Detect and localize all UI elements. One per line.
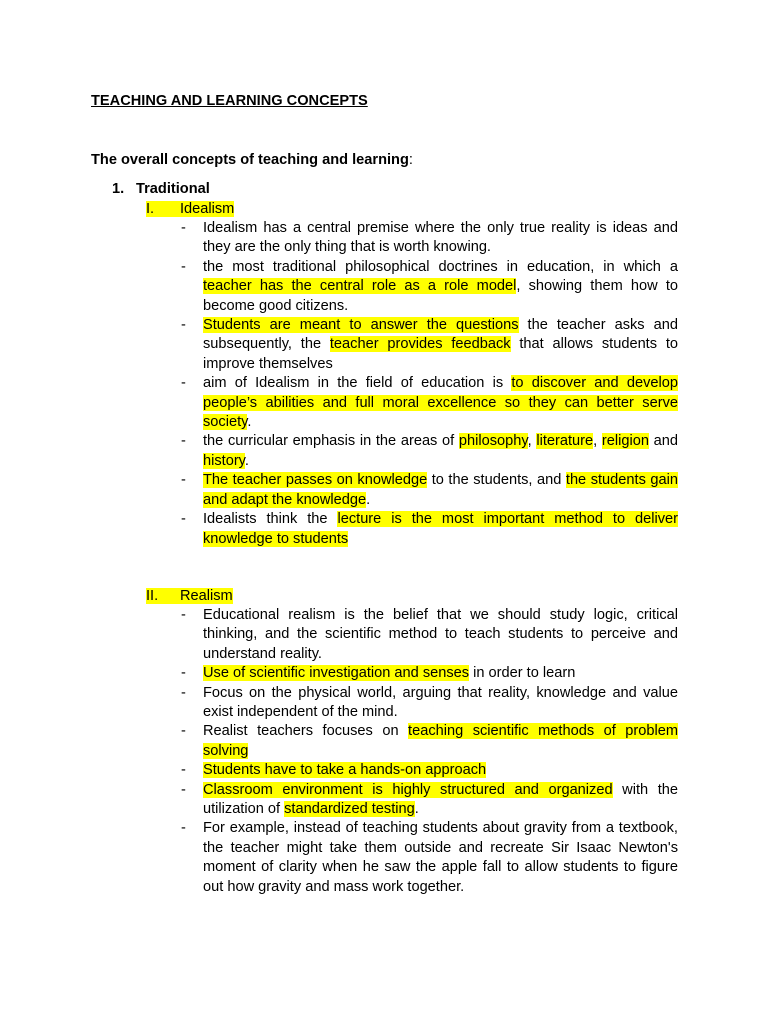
- text-run: the curricular emphasis in the areas of: [203, 433, 459, 450]
- list-item: [181, 219, 678, 258]
- text-run: Educational realism is the belief that we should study logic, critical thinking, and the scientific method to teach students to perceive and understand reality.: [203, 607, 678, 662]
- intro-colon: :: [408, 152, 413, 168]
- text-run: with the utilization of: [203, 781, 678, 818]
- text-run: Idealism has a central premise where the only true reality is ideas and they are the only thing that is worth knowing.: [203, 220, 678, 256]
- list-item: [181, 316, 678, 374]
- list-item: [181, 374, 678, 432]
- text-run: .: [366, 491, 371, 508]
- text-run: ,: [593, 433, 602, 450]
- highlighted-text: to discover and develop people’s abilities and full moral excellence so they can better serve society: [203, 375, 678, 431]
- highlighted-text: teaching scientific methods of problem solving: [203, 723, 678, 759]
- list-item: [181, 510, 678, 549]
- highlighted-text: Students are meant to answer the questions: [203, 317, 519, 334]
- bullet-dash: -: [181, 472, 186, 489]
- list-item: [181, 258, 678, 316]
- text-run: .: [247, 414, 252, 431]
- list-item: [181, 606, 678, 664]
- bullet-dash: -: [181, 820, 186, 837]
- bullet-dash: -: [181, 684, 186, 701]
- bullet-dash: -: [181, 375, 186, 392]
- list-item: [181, 471, 678, 510]
- bullet-dash: -: [181, 762, 186, 779]
- text-run: in order to learn: [469, 665, 576, 682]
- subsection-numeral: I.: [146, 201, 155, 217]
- text-run: .: [414, 801, 419, 818]
- subsection-numeral: II.: [146, 588, 159, 604]
- highlighted-text: the students gain and adapt the knowledge: [203, 472, 678, 508]
- bullet-text: [203, 781, 678, 820]
- bullet-text: [203, 432, 678, 471]
- bullet-dash: -: [181, 317, 186, 334]
- bullet-dash: -: [181, 258, 186, 275]
- highlighted-text: lecture is the most important method to deliver knowledge to students: [203, 511, 678, 547]
- bullet-dash: -: [181, 723, 186, 740]
- highlighted-text: teacher has the central role as a role model: [203, 278, 517, 295]
- text-run: the most traditional philosophical doctrines in education, in which a: [203, 258, 678, 275]
- text-run: aim of Idealism in the field of education is: [203, 375, 512, 392]
- bullet-list-realism: [181, 606, 678, 897]
- text-run: Focus on the physical world, arguing that reality, knowledge and value exist independent of the mind.: [203, 684, 678, 721]
- list-item: [181, 819, 678, 897]
- bullet-text: [203, 606, 678, 664]
- bullet-text: [203, 684, 678, 723]
- text-run: and: [648, 433, 679, 450]
- bullet-text: [203, 316, 678, 374]
- text-run: Idealists think the: [203, 511, 338, 528]
- list-item: [181, 722, 678, 761]
- highlighted-text: Students have to take a hands-on approach: [203, 762, 487, 779]
- bullet-text: [203, 761, 678, 780]
- intro-text: The overall concepts of teaching and learning: [91, 152, 409, 168]
- bullet-text: [203, 219, 678, 258]
- text-run: the teacher asks and subsequently, the: [203, 317, 678, 353]
- intro-heading: [91, 151, 413, 170]
- highlighted-text: history: [203, 452, 245, 469]
- bullet-text: [203, 664, 678, 683]
- text-run: Realist teachers focuses on: [203, 723, 409, 740]
- bullet-text: [203, 722, 678, 761]
- highlighted-text: literature: [536, 433, 594, 450]
- bullet-dash: -: [181, 511, 186, 528]
- list-item: [181, 781, 678, 820]
- list-item: [181, 684, 678, 723]
- section-heading: [112, 180, 210, 199]
- bullet-dash: -: [181, 781, 186, 798]
- section-title: Traditional: [136, 181, 210, 197]
- bullet-text: [203, 510, 678, 549]
- list-item: [181, 432, 678, 471]
- highlighted-text: religion: [601, 433, 649, 450]
- subsection-title: Realism: [180, 588, 233, 604]
- highlighted-text: philosophy: [458, 433, 528, 450]
- subsection-heading-realism: [146, 587, 233, 606]
- highlighted-text: standardized testing: [284, 801, 415, 818]
- bullet-text: [203, 819, 678, 897]
- section-number: 1.: [112, 181, 125, 197]
- document-title: TEACHING AND LEARNING CONCEPTS: [91, 93, 368, 109]
- text-run: that allows students to improve themselves: [203, 336, 679, 372]
- bullet-list-idealism: [181, 219, 678, 549]
- highlighted-text: The teacher passes on knowledge: [203, 472, 428, 489]
- subsection-heading-idealism: [146, 200, 234, 219]
- text-run: For example, instead of teaching students about gravity from a textbook, the teacher might take them outside and recreate Sir Isaac Newton's moment of clarity when he saw the apple fall to allow students to figure out how gravity and mass work together.: [203, 820, 678, 895]
- subsection-title: Idealism: [180, 201, 235, 217]
- bullet-dash: -: [181, 433, 186, 450]
- list-item: [181, 664, 678, 683]
- bullet-dash: -: [181, 220, 186, 236]
- list-item: [181, 761, 678, 780]
- bullet-dash: -: [181, 607, 186, 623]
- bullet-text: [203, 471, 678, 510]
- bullet-text: [203, 258, 678, 316]
- text-run: to the students, and: [427, 472, 566, 489]
- text-run: .: [244, 452, 249, 469]
- highlighted-text: teacher provides feedback: [329, 336, 511, 353]
- highlighted-text: Classroom environment is highly structured and organized: [203, 781, 613, 798]
- text-run: , showing them how to become good citizens.: [203, 278, 678, 314]
- bullet-text: [203, 374, 678, 432]
- bullet-dash: -: [181, 665, 186, 682]
- highlighted-text: Use of scientific investigation and senses: [203, 665, 470, 682]
- text-run: ,: [527, 433, 537, 450]
